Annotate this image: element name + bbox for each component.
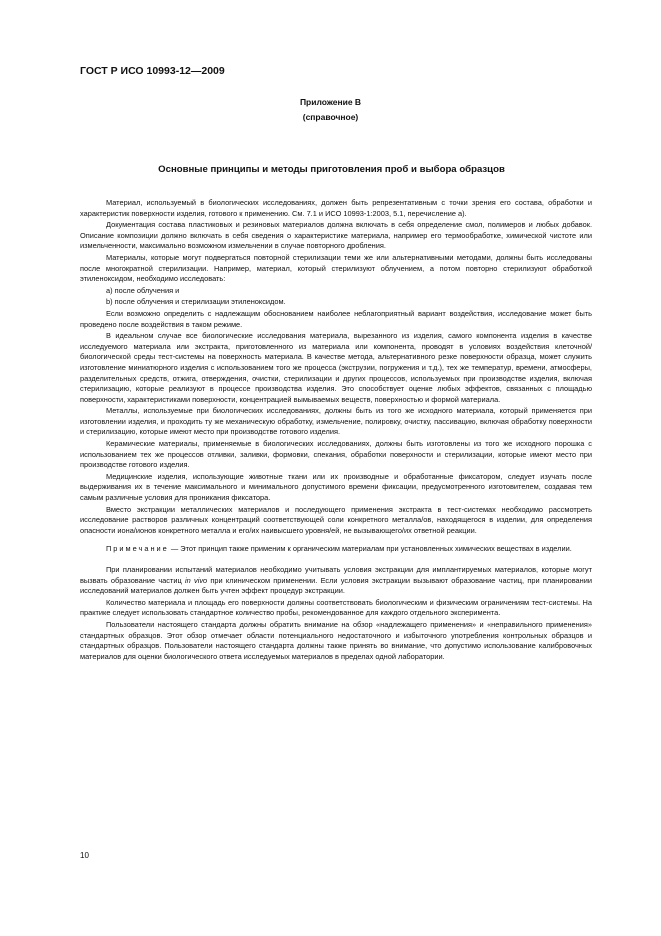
paragraph-part: при клиническом применении. Если условия экстракции вызывают образование частиц, при планировании исследований материалов должен быть учтен эффект процедур экстракции. (80, 575, 592, 596)
paragraph: Пользователи настоящего стандарта должны обратить внимание на обзор «надлежащего применения» и «неправильного применения» стандартных образцов. Этот обзор отмечает области потенциального недостаточного и избыточного употребления контрольных образцов и стандартных образцов. Пользователи настоящего стандарта должны также принять во внимание, что допустимо использование калибровочных материалов для оценки биологического ответа исследуемых материалов в пределах одной лаборатории. (80, 619, 592, 661)
paragraph: Металлы, используемые при биологических исследованиях, должны быть из того же исходного материала, который применяется при изготовлении изделия, и проходить ту же механическую обработку, измельчение, полировку, очистку, пассивацию, включая обработку поверхности и стерилизацию, которые имеют место при производстве готового изделия. (80, 406, 592, 437)
note-text: — Этот принцип также применим к органическим материалам при установленных химических веществах в изделии. (168, 544, 572, 554)
note-label: Примечание (106, 544, 169, 554)
paragraph: Материалы, которые могут подвергаться повторной стерилизации теми же или альтернативными методами, должны быть исследованы после многократной стерилизации. Например, материал, который стерилизуют облучением, а потом повторно стерилизуют обработкой этиленоксидом, необходимо исследовать: (80, 252, 592, 284)
list-item: a) после облучения и (106, 285, 180, 295)
paragraph: Медицинские изделия, использующие животные ткани или их производные и обработанные фиксатором, следует изучать после выдерживания их в течение максимального и минимального допустимого времени фиксации, предусмотренного изготовителем, создавая тем самым различные условия для проникания фиксатора. (80, 471, 592, 503)
paragraph: Материал, используемый в биологических исследованиях, должен быть репрезентативным с точки зрения его состава, обработки и характеристик поверхности изделия, готового к применению. См. 7.1 и ИСО 10993-1:2003, 5.1, перечисление а). (80, 198, 592, 218)
body-text (80, 198, 592, 663)
paragraph: Документация состава пластиковых и резиновых материалов должна включать в себя определение смол, полимеров и любых добавок. Описание композиции должно включать в себя сведения о характеристике материала, например его термообработке, химической чистоте или измельченности, максимально возможном измельчении в случае повторного дробления. (80, 220, 592, 251)
document-code-header: ГОСТ Р ИСО 10993-12—2009 (80, 65, 225, 77)
annex-title: Приложение В (299, 97, 362, 107)
list-item: b) после облучения и стерилизации этиленоксидом. (106, 297, 286, 307)
paragraph (80, 565, 592, 597)
paragraph: В идеальном случае все биологические исследования материала, вырезанного из изделия, самого компонента изделия в качестве исследуемого материала или экстракта, приготовленного из материала или компонента, проводят в условиях воздействия клеточной/биологической среды тест-системы на поверхность материала. В качестве метода, альтернативного резке поверхности образца, может служить изготовление миниатюрного изделия с использованием того же процесса (экструзии, погружения и т.д.), тех же температур, времени, атмосферы, разделительных средств, отжига, отверждения, очистки, стерилизации и других процессов, используемых при производстве изделия, включая стерилизацию, которые реализуют в процессе производства изделия. Это способствует оценке любых эффектов, связанных с площадью поверхности, характеристиками поверхности, концентрацией вымываемых веществ, поверхностью и формой материала. (80, 331, 592, 404)
paragraph: Вместо экстракции металлических материалов и последующего применения экстракта в тест-системах необходимо рассмотреть исследование растворов различных концентраций соответствующей соли конкретного металла/ов, находящегося в изделии, для определения опасности иона/ионов конкретного металла и его/их наивысшего уровня/ей, не вызывающего/их ответной реакции. (80, 504, 592, 535)
note (80, 544, 592, 555)
italic-term: in vivo (185, 575, 208, 585)
page-number: 10 (80, 851, 89, 860)
paragraph-part: При планировании испытаний материалов необходимо учитывать условия экстракции для имплантируемых материалов, которые могут вызвать образование частиц (80, 565, 592, 585)
annex-subtitle: (справочное) (302, 112, 359, 122)
paragraph: Количество материала и площадь его поверхности должны соответствовать биологическим и физическим ограничениям тест-системы. На практике следует использовать стандартное количество пробы, рекомендованное для каждого отдельного эксперимента. (80, 597, 592, 618)
paragraph: Керамические материалы, применяемые в биологических исследованиях, должны быть изготовлены из того же исходного порошка с использованием тех же процессов отливки, заливки, формовки, спекания, обработки поверхности и стерилизации, которые имеют место при производстве готового изделия. (80, 439, 592, 470)
section-title: Основные принципы и методы приготовления проб и выбора образцов (158, 164, 505, 175)
paragraph: Если возможно определить с надлежащим обоснованием наиболее неблагоприятный вариант воздействия, исследование может быть проведено после воздействия в таком режиме. (80, 308, 592, 329)
